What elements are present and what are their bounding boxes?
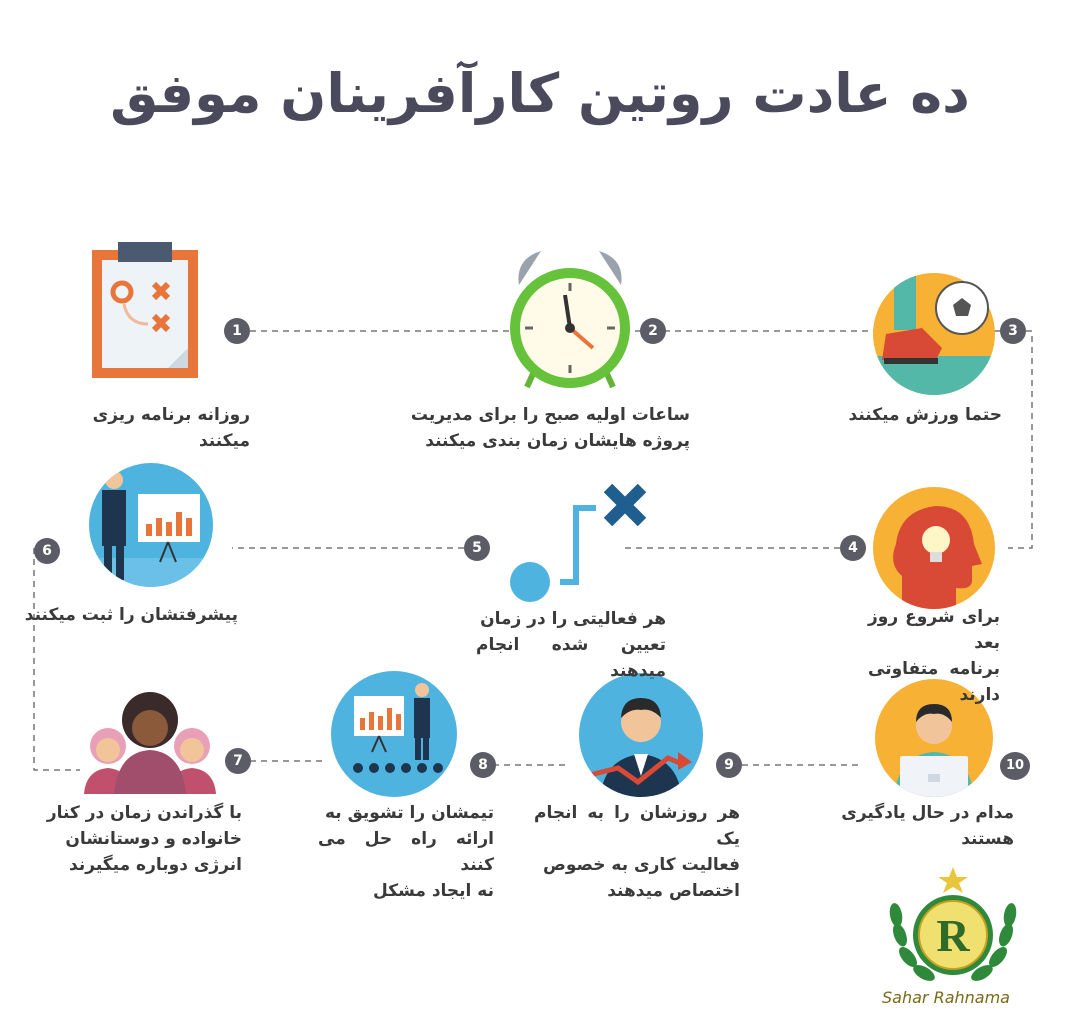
habit-caption-9: هر روزشان را به انجام یک فعالیت کاری به خصوص اختصاص میدهند <box>534 803 740 901</box>
presentation-chart-icon <box>88 462 214 592</box>
habit-number-4: 4 <box>840 535 866 561</box>
habit-caption-1: روزانه برنامه ریزی میکنند <box>92 405 250 451</box>
habit-number-8: 8 <box>470 752 496 778</box>
habit-caption-7: با گذراندن زمان در کنار خانواده و دوستانشان انرژی دوباره میگیرند <box>46 803 242 875</box>
habit-number-10: 10 <box>1000 752 1030 780</box>
habit-caption-2: ساعات اولیه صبح را برای مدیریت پروژه هایشان زمان بندی میکنند <box>410 405 690 451</box>
alarm-clock-icon <box>505 245 635 399</box>
habit-caption-4: برای شروع روز بعد برنامه متفاوتی دارند <box>868 607 1000 705</box>
family-group-icon <box>80 690 220 798</box>
logo-letter: R <box>936 910 970 961</box>
habit-caption-10: مدام در حال یادگیری هستند <box>841 803 1014 849</box>
habit-number-3: 3 <box>1000 318 1026 344</box>
idea-head-icon <box>872 486 996 614</box>
habit-number-6: 6 <box>34 538 60 564</box>
path-to-goal-icon <box>508 478 658 612</box>
habit-caption-5: هر فعالیتی را در زمان تعیین شده انجام میدهند <box>476 609 666 681</box>
clipboard-plan-icon <box>90 240 200 384</box>
page-title: ده عادت روتین کارآفرینان موفق <box>110 62 970 125</box>
football-kick-icon <box>872 272 996 400</box>
habit-caption-8: تیمشان را تشویق به ارائه راه حل می کنند نه ایجاد مشکل <box>318 803 494 901</box>
business-growth-icon <box>578 672 704 802</box>
logo-brand-name: Sahar Rahnama <box>882 988 1010 1007</box>
team-presentation-icon <box>330 670 458 802</box>
habit-caption-6: پیشرفتشان را ثبت میکنند <box>24 605 238 625</box>
habit-number-5: 5 <box>464 535 490 561</box>
habit-caption-3: حتما ورزش میکنند <box>848 405 1002 425</box>
habit-number-2: 2 <box>640 318 666 344</box>
habit-number-1: 1 <box>224 318 250 344</box>
habit-number-7: 7 <box>225 748 251 774</box>
habit-number-9: 9 <box>716 752 742 778</box>
